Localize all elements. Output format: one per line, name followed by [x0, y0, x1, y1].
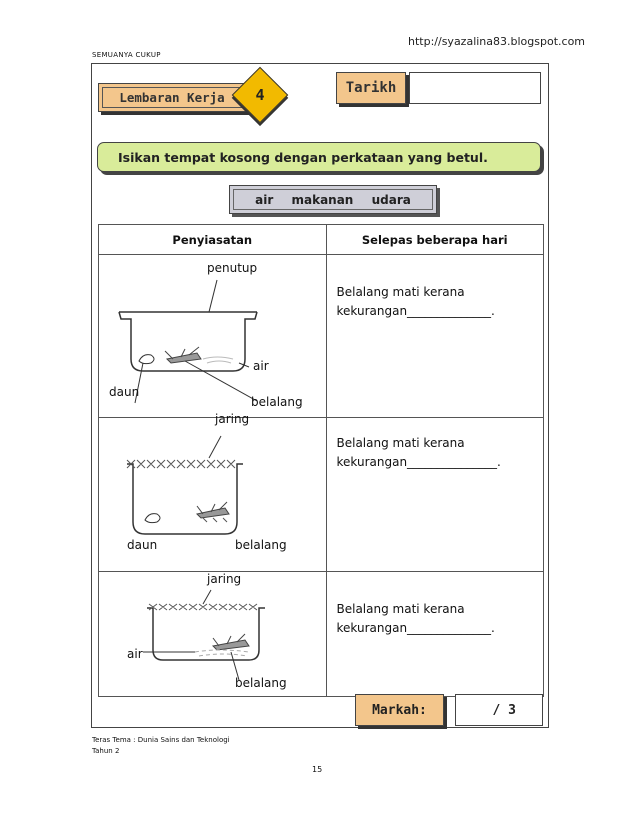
label-leaf: daun	[109, 385, 140, 399]
answer-line-1: Belalang mati kerana	[336, 602, 465, 616]
answer-cell	[326, 572, 544, 697]
investigation-table	[98, 224, 544, 697]
worksheet-number: 4	[255, 86, 265, 104]
word-bank	[229, 185, 437, 214]
table-row	[99, 572, 544, 697]
table-row	[99, 418, 544, 572]
date-field[interactable]	[409, 72, 541, 104]
worksheet-title: Lembaran Kerja	[102, 87, 242, 108]
answer-cell	[326, 255, 544, 418]
label-net: jaring	[207, 572, 242, 586]
worksheet-title-box	[98, 83, 246, 112]
word-bank-item: udara	[371, 192, 411, 207]
label-water: air	[127, 647, 143, 661]
column-header-result: Selepas beberapa hari	[326, 225, 544, 255]
label-grasshopper: belalang	[235, 676, 287, 690]
answer-line-1: Belalang mati kerana	[336, 285, 465, 299]
label-grasshopper: belalang	[251, 395, 303, 409]
footer-year: Tahun 2	[92, 747, 120, 755]
column-header-investigation: Penyiasatan	[99, 225, 327, 255]
investigation-cell	[99, 412, 327, 572]
netted-water-container-illustration	[99, 572, 327, 696]
label-grasshopper: belalang	[235, 538, 287, 552]
label-net: jaring	[215, 412, 250, 426]
answer-blank-line[interactable]: kekurangan______________.	[336, 621, 495, 635]
page-number: 15	[312, 765, 323, 774]
word-bank-item: makanan	[291, 192, 354, 207]
label-water: air	[253, 359, 269, 373]
answer-blank-line[interactable]: kekurangan______________.	[336, 304, 495, 318]
instruction-banner: Isikan tempat kosong dengan perkataan yang betul.	[97, 142, 541, 172]
footer-theme: Teras Tema : Dunia Sains dan Teknologi	[92, 736, 230, 744]
table-header-row	[99, 225, 544, 255]
word-bank-item: air	[255, 192, 274, 207]
answer-blank-line[interactable]: kekurangan_______________.	[336, 455, 501, 469]
source-url: http://syazalina83.blogspot.com	[408, 35, 586, 48]
label-cover: penutup	[207, 261, 258, 275]
score-field[interactable]: / 3	[455, 694, 543, 726]
answer-cell	[326, 418, 544, 572]
investigation-cell	[99, 255, 327, 418]
investigation-cell	[99, 572, 327, 697]
table-row	[99, 255, 544, 418]
answer-line-1: Belalang mati kerana	[336, 436, 465, 450]
header-text: SEMUANYA CUKUP	[92, 51, 161, 59]
score-label: Markah:	[355, 694, 444, 726]
label-leaf: daun	[127, 538, 158, 552]
date-label: Tarikh	[336, 72, 406, 104]
